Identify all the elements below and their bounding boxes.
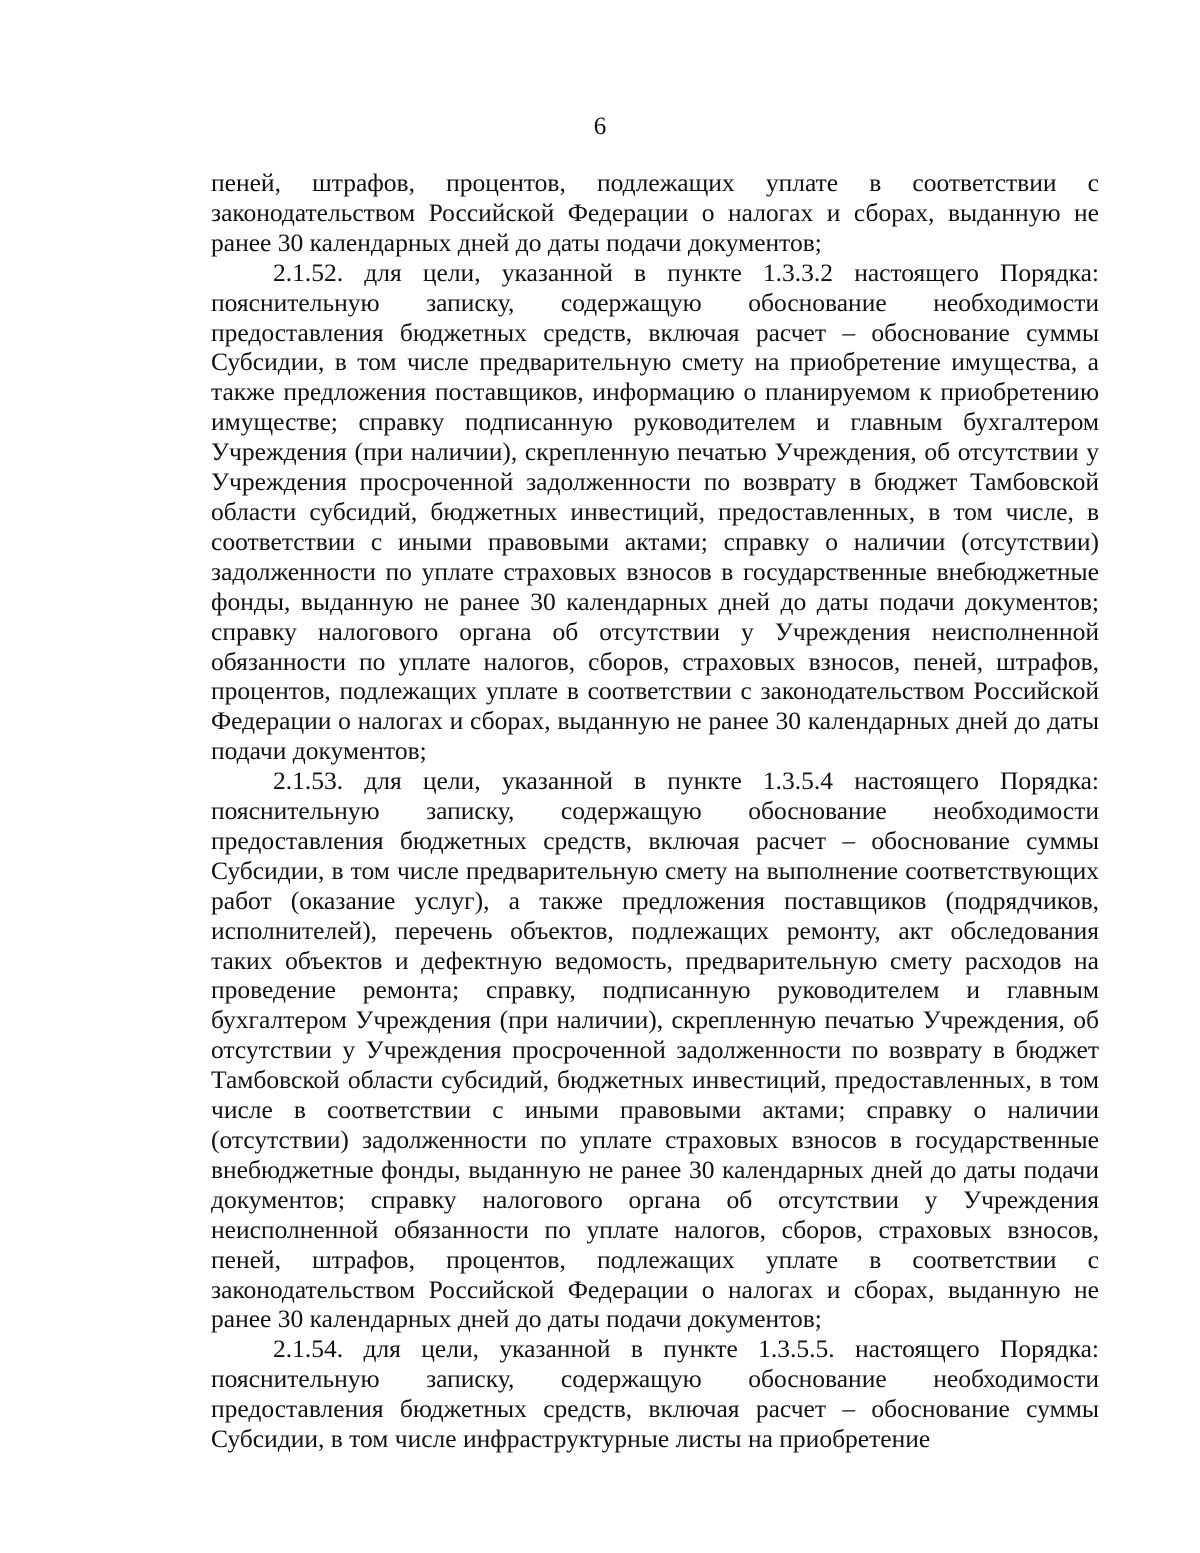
paragraph-continuation: пеней, штрафов, процентов, подлежащих уплате в соответствии с законодательством Российской Федерации о налогах и сборах, выданную не ранее 30 календарных дней до даты подачи документов; xyxy=(211,168,1099,257)
page-number: 6 xyxy=(593,113,607,140)
paragraph-2-1-54: 2.1.54. для цели, указанной в пункте 1.3.5.5. настоящего Порядка: пояснительную записку, содержащую обоснование необходимости предоставления бюджетных средств, включая расчет – обоснование суммы Субсидии, в том числе инфраструктурные листы на приобретение xyxy=(211,1334,1099,1454)
paragraph-2-1-52: 2.1.52. для цели, указанной в пункте 1.3.3.2 настоящего Порядка: пояснительную записку, содержащую обоснование необходимости предоставления бюджетных средств, включая расчет – обоснование суммы Субсидии, в том числе предварительную смету на приобретение имущества, а также предложения поставщиков, информацию о планируемом к приобретению имуществе; справку подписанную руководителем и главным бухгалтером Учреждения (при наличии), скрепленную печатью Учреждения, об отсутствии у Учреждения просроченной задолженности по возврату в бюджет Тамбовской области субсидий, бюджетных инвестиций, предоставленных, в том числе, в соответствии с иными правовыми актами; справку о наличии (отсутствии) задолженности по уплате страховых взносов в государственные внебюджетные фонды, выданную не ранее 30 календарных дней до даты подачи документов; справку налогового органа об отсутствии у Учреждения неисполненной обязанности по уплате налогов, сборов, страховых взносов, пеней, штрафов, процентов, подлежащих уплате в соответствии с законодательством Российской Федерации о налогах и сборах, выданную не ранее 30 календарных дней до даты подачи документов; xyxy=(211,257,1099,766)
document-body xyxy=(211,168,1099,1454)
paragraph-2-1-53: 2.1.53. для цели, указанной в пункте 1.3.5.4 настоящего Порядка: пояснительную записку, содержащую обоснование необходимости предоставления бюджетных средств, включая расчет – обоснование суммы Субсидии, в том числе предварительную смету на выполнение соответствующих работ (оказание услуг), а также предложения поставщиков (подрядчиков, исполнителей), перечень объектов, подлежащих ремонту, акт обследования таких объектов и дефектную ведомость, предварительную смету расходов на проведение ремонта; справку, подписанную руководителем и главным бухгалтером Учреждения (при наличии), скрепленную печатью Учреждения, об отсутствии у Учреждения просроченной задолженности по возврату в бюджет Тамбовской области субсидий, бюджетных инвестиций, предоставленных, в том числе в соответствии с иными правовыми актами; справку о наличии (отсутствии) задолженности по уплате страховых взносов в государственные внебюджетные фонды, выданную не ранее 30 календарных дней до даты подачи документов; справку налогового органа об отсутствии у Учреждения неисполненной обязанности по уплате налогов, сборов, страховых взносов, пеней, штрафов, процентов, подлежащих уплате в соответствии с законодательством Российской Федерации о налогах и сборах, выданную не ранее 30 календарных дней до даты подачи документов; xyxy=(211,766,1099,1334)
